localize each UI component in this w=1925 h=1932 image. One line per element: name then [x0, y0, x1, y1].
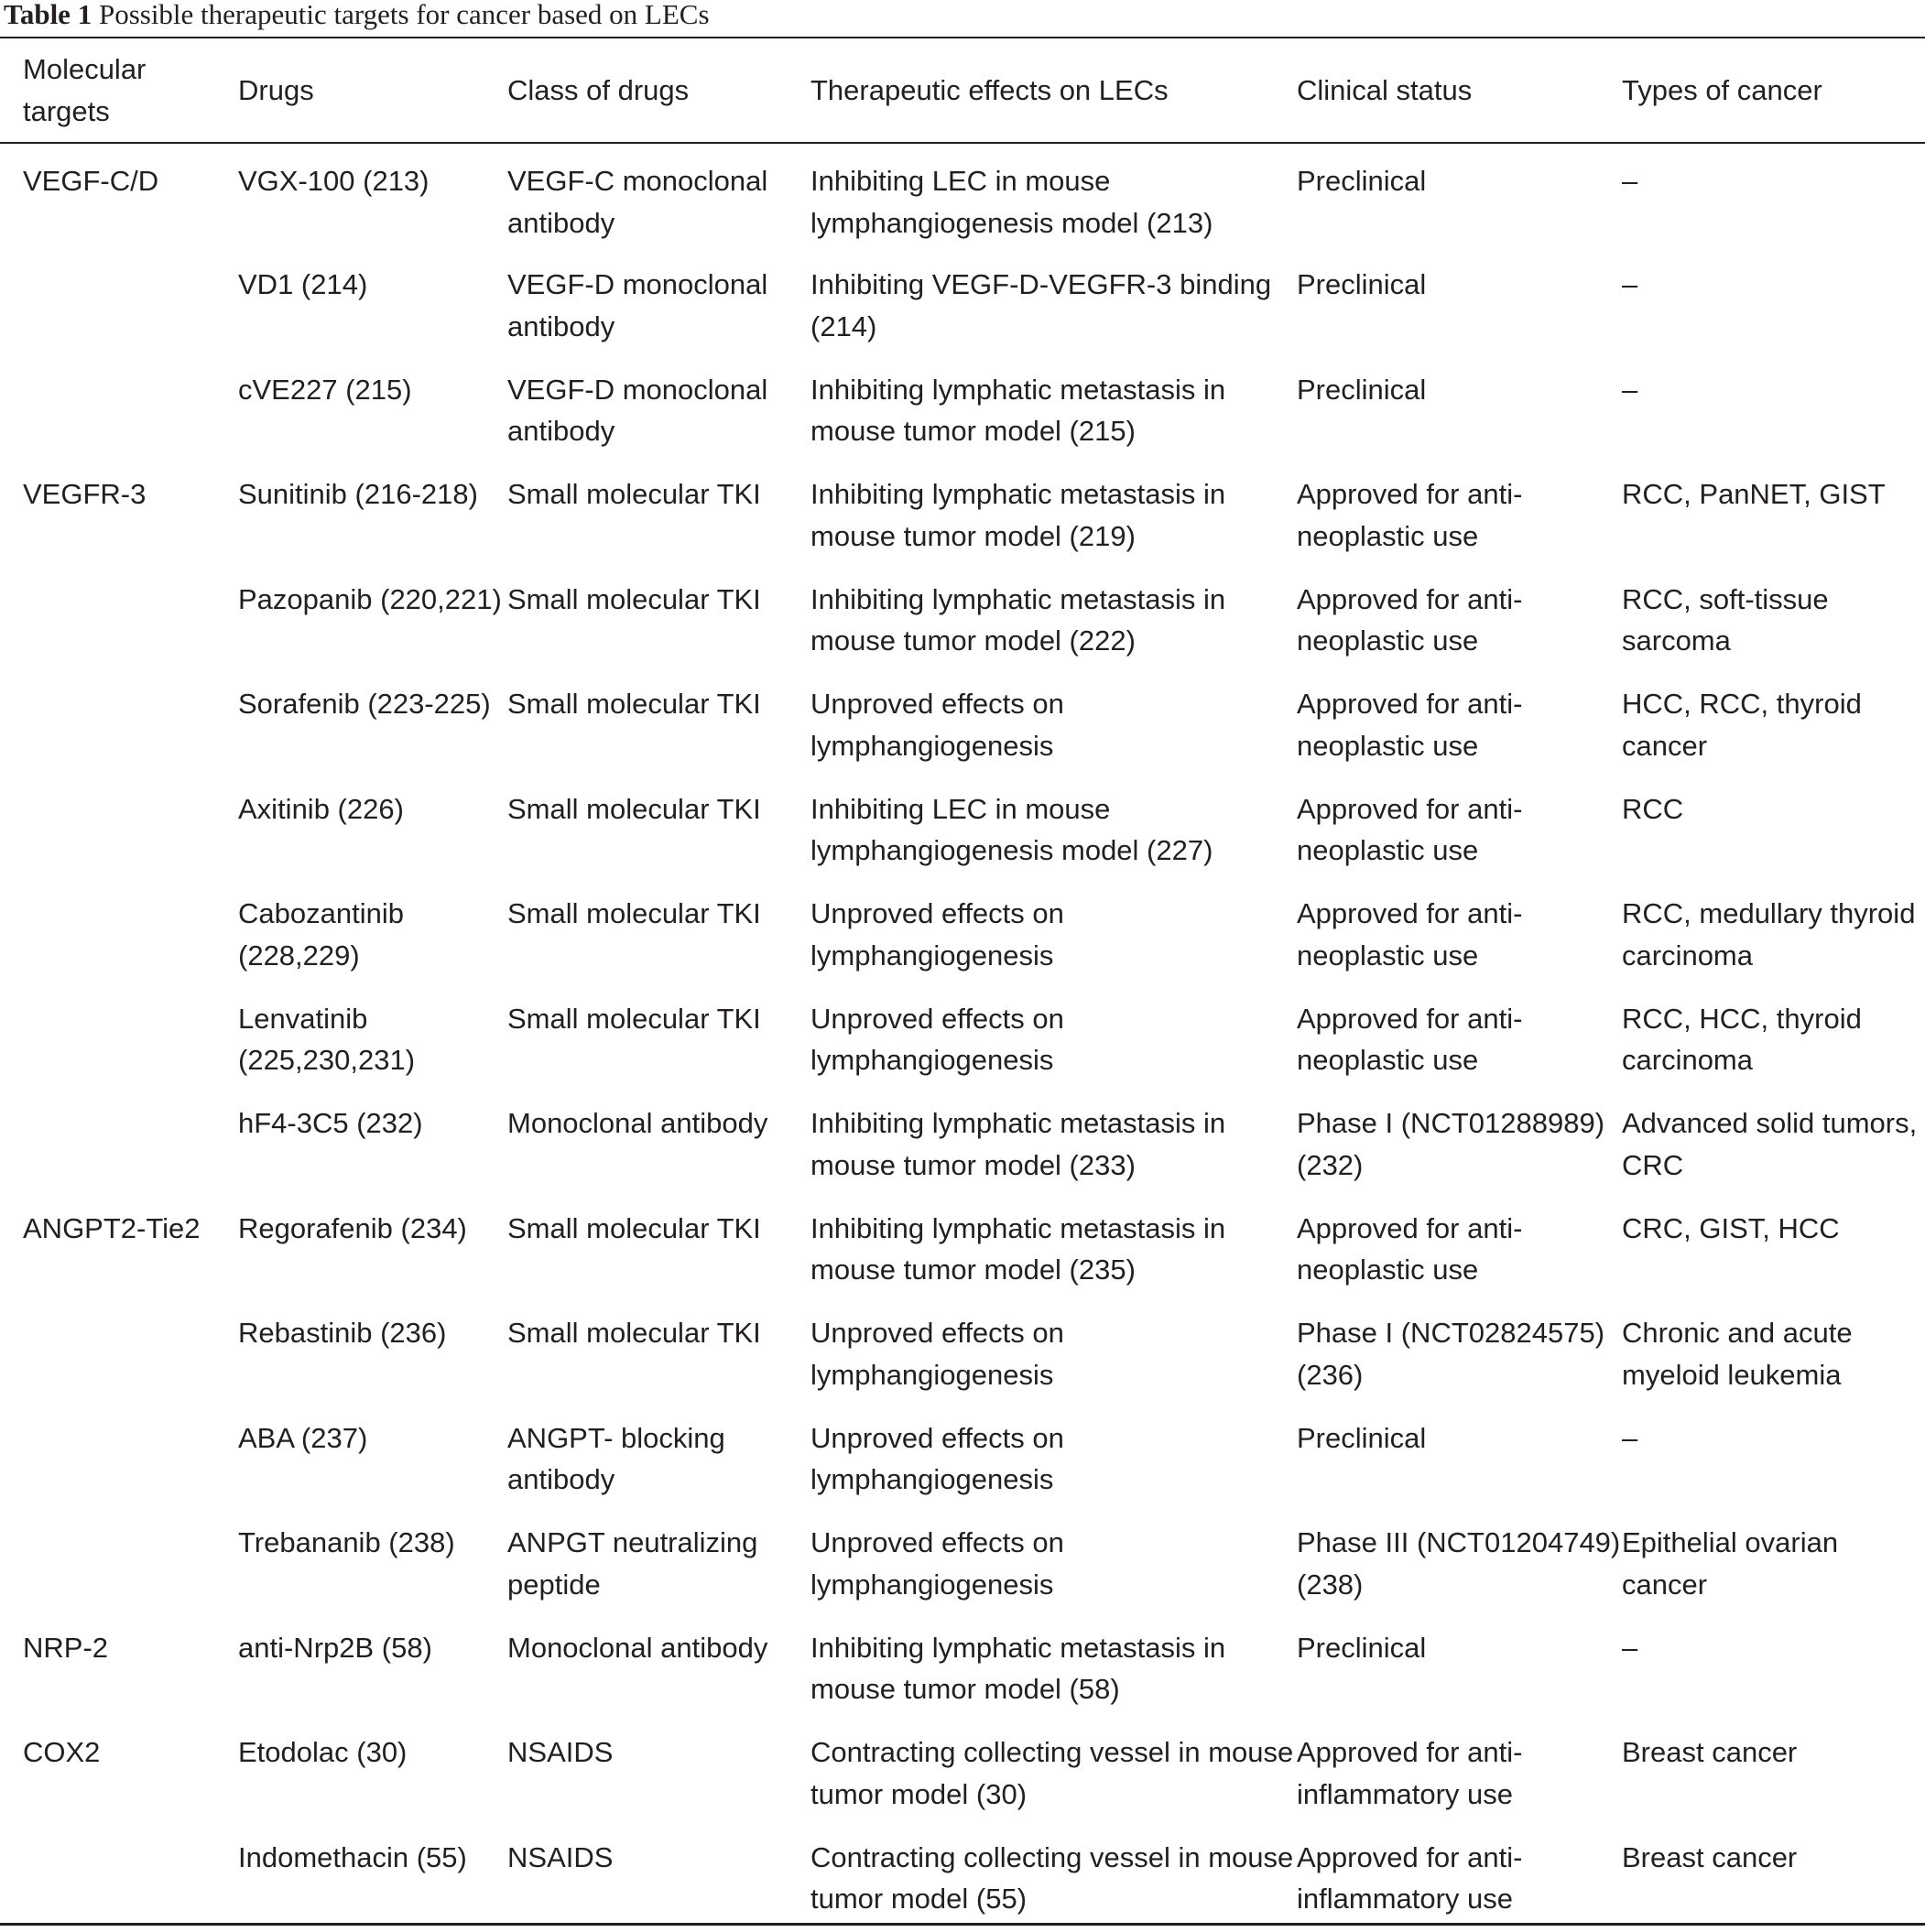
cell-cancer: – — [1622, 360, 1925, 465]
table-row — [0, 884, 1925, 989]
table-row — [0, 142, 1925, 255]
cell-effect: Unproved effects on lymphangiogenesis — [810, 884, 1297, 989]
cell-status: Approved for anti-neoplastic use — [1297, 989, 1622, 1094]
cell-target — [0, 884, 238, 989]
cell-cancer: – — [1622, 142, 1925, 255]
cell-cancer: RCC, medullary thyroid carcinoma — [1622, 884, 1925, 989]
header-drugs: Drugs — [238, 38, 507, 142]
cell-drug: VD1 (214) — [238, 255, 507, 360]
cell-effect: Contracting collecting vessel in mouse tumor model (30) — [810, 1722, 1297, 1828]
cell-status: Phase I (NCT01288989) (232) — [1297, 1093, 1622, 1199]
cell-class: Small molecular TKI — [507, 570, 810, 675]
cell-drug: Axitinib (226) — [238, 779, 507, 885]
header-molecular-targets: Molecular targets — [0, 38, 238, 142]
cell-target — [0, 779, 238, 885]
table-row — [0, 1408, 1925, 1514]
cell-target — [0, 989, 238, 1094]
cell-cancer: Breast cancer — [1622, 1828, 1925, 1932]
table-row — [0, 360, 1925, 465]
cell-drug: VGX-100 (213) — [238, 142, 507, 255]
table-caption-label: Table 1 — [4, 0, 92, 30]
cell-class: Small molecular TKI — [507, 779, 810, 885]
cell-status: Approved for anti-neoplastic use — [1297, 1199, 1622, 1304]
cell-class: VEGF-C monoclonal antibody — [507, 142, 810, 255]
table-row — [0, 464, 1925, 570]
cell-status: Approved for anti-neoplastic use — [1297, 779, 1622, 885]
cell-effect: Inhibiting lymphatic metastasis in mouse tumor model (219) — [810, 464, 1297, 570]
cell-drug: Sorafenib (223-225) — [238, 674, 507, 779]
table-row — [0, 1093, 1925, 1199]
cell-cancer: HCC, RCC, thyroid cancer — [1622, 674, 1925, 779]
cell-target — [0, 1408, 238, 1514]
cell-drug: Lenvatinib (225,230,231) — [238, 989, 507, 1094]
cell-class: ANPGT neutralizing peptide — [507, 1513, 810, 1618]
cell-cancer: – — [1622, 1618, 1925, 1723]
table-row — [0, 1722, 1925, 1828]
cell-class: VEGF-D monoclonal antibody — [507, 360, 810, 465]
cell-effect: Inhibiting lymphatic metastasis in mouse tumor model (58) — [810, 1618, 1297, 1723]
cell-target: VEGF-C/D — [0, 142, 238, 255]
cell-drug: Pazopanib (220,221) — [238, 570, 507, 675]
table-row — [0, 255, 1925, 360]
cell-effect: Inhibiting LEC in mouse lymphangiogenesis model (227) — [810, 779, 1297, 885]
cell-cancer: CRC, GIST, HCC — [1622, 1199, 1925, 1304]
cell-class: VEGF-D monoclonal antibody — [507, 255, 810, 360]
table-row — [0, 1828, 1925, 1932]
cell-cancer: Epithelial ovarian cancer — [1622, 1513, 1925, 1618]
cell-status: Preclinical — [1297, 360, 1622, 465]
cell-status: Preclinical — [1297, 142, 1622, 255]
cell-drug: Indomethacin (55) — [238, 1828, 507, 1932]
cell-effect: Unproved effects on lymphangiogenesis — [810, 989, 1297, 1094]
cell-status: Approved for anti-neoplastic use — [1297, 570, 1622, 675]
cell-drug: anti-Nrp2B (58) — [238, 1618, 507, 1723]
cell-class: Small molecular TKI — [507, 674, 810, 779]
cell-target: ANGPT2-Tie2 — [0, 1199, 238, 1304]
cell-class: Monoclonal antibody — [507, 1618, 810, 1723]
cell-drug: Regorafenib (234) — [238, 1199, 507, 1304]
cell-status: Approved for anti-neoplastic use — [1297, 674, 1622, 779]
cell-drug: Etodolac (30) — [238, 1722, 507, 1828]
cell-effect: Unproved effects on lymphangiogenesis — [810, 674, 1297, 779]
cell-status: Approved for anti-inflammatory use — [1297, 1828, 1622, 1932]
cell-drug: hF4-3C5 (232) — [238, 1093, 507, 1199]
cell-effect: Contracting collecting vessel in mouse tumor model (55) — [810, 1828, 1297, 1932]
table-row — [0, 1618, 1925, 1723]
cell-cancer: RCC — [1622, 779, 1925, 885]
cell-status: Phase I (NCT02824575) (236) — [1297, 1303, 1622, 1408]
table-row — [0, 1513, 1925, 1618]
cell-cancer: – — [1622, 255, 1925, 360]
cell-target — [0, 360, 238, 465]
table-row — [0, 989, 1925, 1094]
cell-class: Monoclonal antibody — [507, 1093, 810, 1199]
table-row — [0, 779, 1925, 885]
cell-drug: Sunitinib (216-218) — [238, 464, 507, 570]
cell-status: Phase III (NCT01204749) (238) — [1297, 1513, 1622, 1618]
cell-cancer: RCC, HCC, thyroid carcinoma — [1622, 989, 1925, 1094]
cell-target: VEGFR-3 — [0, 464, 238, 570]
table-row — [0, 570, 1925, 675]
cell-class: Small molecular TKI — [507, 1303, 810, 1408]
cell-target — [0, 1513, 238, 1618]
cell-target: NRP-2 — [0, 1618, 238, 1723]
cell-cancer: Chronic and acute myeloid leukemia — [1622, 1303, 1925, 1408]
header-types-of-cancer: Types of cancer — [1622, 38, 1925, 142]
cell-target — [0, 1828, 238, 1932]
cell-effect: Inhibiting LEC in mouse lymphangiogenesis model (213) — [810, 142, 1297, 255]
cell-drug: Cabozantinib (228,229) — [238, 884, 507, 989]
cell-effect: Inhibiting lymphatic metastasis in mouse tumor model (235) — [810, 1199, 1297, 1304]
cell-status: Preclinical — [1297, 1408, 1622, 1514]
cell-target: COX2 — [0, 1722, 238, 1828]
cell-status: Preclinical — [1297, 1618, 1622, 1723]
table-row — [0, 1303, 1925, 1408]
cell-status: Approved for anti-inflammatory use — [1297, 1722, 1622, 1828]
cell-class: Small molecular TKI — [507, 1199, 810, 1304]
cell-target — [0, 1303, 238, 1408]
cell-cancer: Advanced solid tumors, CRC — [1622, 1093, 1925, 1199]
cell-effect: Inhibiting lymphatic metastasis in mouse tumor model (233) — [810, 1093, 1297, 1199]
therapeutic-targets-table — [0, 38, 1925, 1932]
cell-status: Approved for anti-neoplastic use — [1297, 464, 1622, 570]
cell-effect: Inhibiting lymphatic metastasis in mouse tumor model (222) — [810, 570, 1297, 675]
table-row — [0, 1199, 1925, 1304]
table-caption — [4, 0, 710, 37]
cell-target — [0, 674, 238, 779]
cell-target — [0, 570, 238, 675]
cell-class: ANGPT- blocking antibody — [507, 1408, 810, 1514]
cell-drug: ABA (237) — [238, 1408, 507, 1514]
cell-cancer: Breast cancer — [1622, 1722, 1925, 1828]
cell-effect: Inhibiting VEGF-D-VEGFR-3 binding (214) — [810, 255, 1297, 360]
header-therapeutic-effects: Therapeutic effects on LECs — [810, 38, 1297, 142]
cell-effect: Unproved effects on lymphangiogenesis — [810, 1303, 1297, 1408]
table-row — [0, 674, 1925, 779]
cell-status: Approved for anti-neoplastic use — [1297, 884, 1622, 989]
cell-class: Small molecular TKI — [507, 464, 810, 570]
cell-target — [0, 255, 238, 360]
cell-effect: Inhibiting lymphatic metastasis in mouse tumor model (215) — [810, 360, 1297, 465]
table-header-row — [0, 38, 1925, 142]
cell-cancer: RCC, PanNET, GIST — [1622, 464, 1925, 570]
cell-class: Small molecular TKI — [507, 884, 810, 989]
cell-class: Small molecular TKI — [507, 989, 810, 1094]
cell-effect: Unproved effects on lymphangiogenesis — [810, 1408, 1297, 1514]
cell-drug: Trebananib (238) — [238, 1513, 507, 1618]
cell-class: NSAIDS — [507, 1828, 810, 1932]
cell-status: Preclinical — [1297, 255, 1622, 360]
cell-class: NSAIDS — [507, 1722, 810, 1828]
header-clinical-status: Clinical status — [1297, 38, 1622, 142]
cell-cancer: RCC, soft-tissue sarcoma — [1622, 570, 1925, 675]
cell-cancer: – — [1622, 1408, 1925, 1514]
cell-drug: Rebastinib (236) — [238, 1303, 507, 1408]
table-body — [0, 142, 1925, 1932]
cell-target — [0, 1093, 238, 1199]
header-class-of-drugs: Class of drugs — [507, 38, 810, 142]
table-caption-text: Possible therapeutic targets for cancer based on LECs — [99, 0, 710, 30]
cell-drug: cVE227 (215) — [238, 360, 507, 465]
cell-effect: Unproved effects on lymphangiogenesis — [810, 1513, 1297, 1618]
